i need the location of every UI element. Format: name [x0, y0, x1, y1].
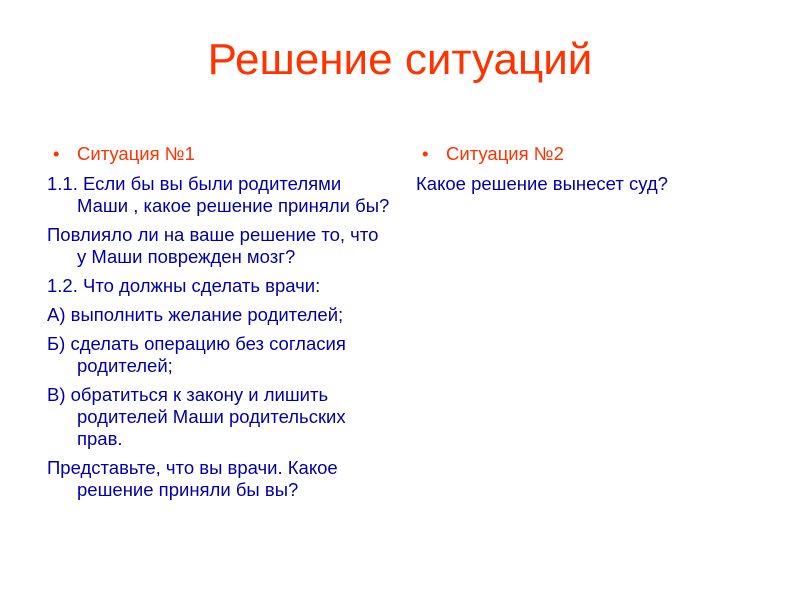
slide-title: Решение ситуаций — [207, 35, 593, 84]
left-paragraph: Б) сделать операцию без согласия родителей; — [47, 333, 346, 376]
bullet-icon: • — [422, 143, 429, 164]
left-column — [47, 143, 392, 508]
left-paragraph: 1.1. Если бы вы были родителями Маши , какое решение приняли бы? — [47, 173, 390, 216]
left-paragraph: А) выполнить желание родителей; — [47, 304, 344, 325]
left-paragraph: В) обратиться к закону и лишить родителей Маши родительских прав. — [47, 384, 346, 449]
right-column — [416, 143, 756, 202]
bullet-icon: • — [53, 143, 60, 164]
situation-1-heading-text: Ситуация №1 — [77, 143, 195, 164]
left-paragraph: Повлияло ли на ваше решение то, что у Маши поврежден мозг? — [47, 224, 379, 267]
right-paragraph: Какое решение вынесет суд? — [416, 173, 668, 194]
situation-2-heading-text: Ситуация №2 — [446, 143, 564, 164]
situation-1-heading — [47, 143, 392, 165]
left-paragraph: 1.2. Что должны сделать врачи: — [47, 275, 321, 296]
situation-2-heading — [416, 143, 756, 165]
left-paragraph: Представьте, что вы врачи. Какое решение приняли бы вы? — [47, 457, 338, 500]
